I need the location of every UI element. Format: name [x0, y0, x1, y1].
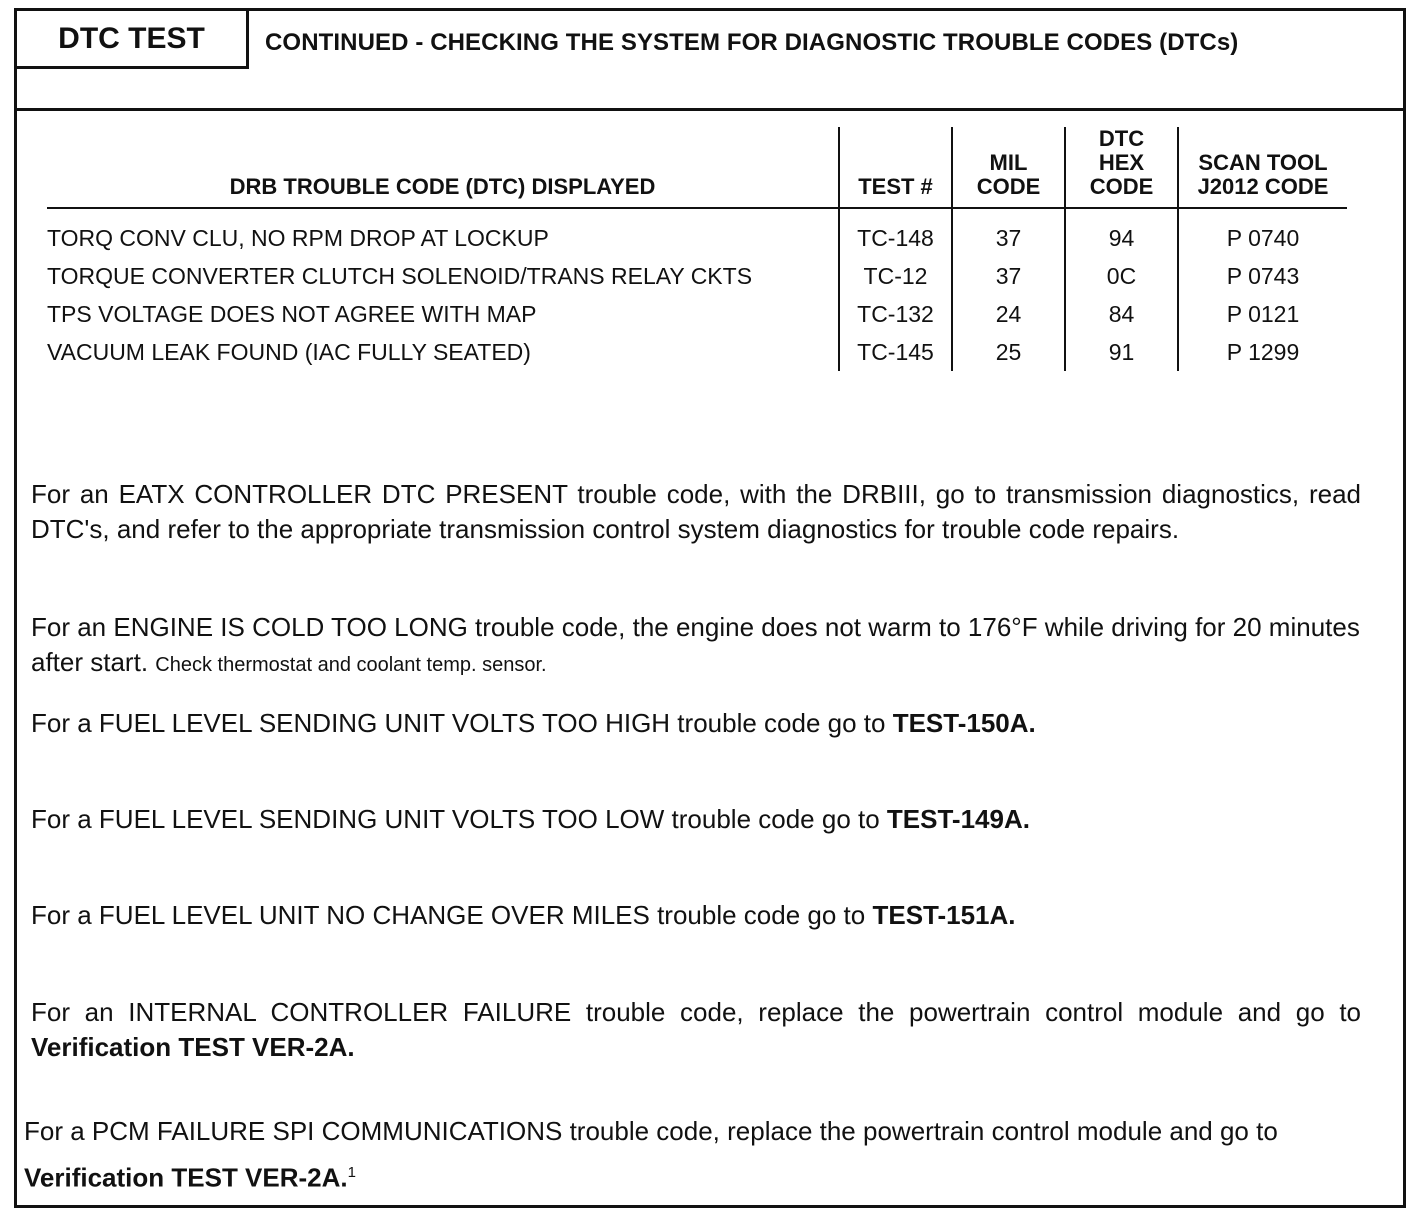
para-fuel-low: For a FUEL LEVEL SENDING UNIT VOLTS TOO LOW trouble code go to TEST-149A.: [31, 804, 1030, 834]
row-desc: TORQ CONV CLU, NO RPM DROP AT LOCKUP: [47, 224, 549, 251]
para-fuel-high: For a FUEL LEVEL SENDING UNIT VOLTS TOO HIGH trouble code go to TEST-150A.: [31, 708, 1036, 738]
dtc-table: [47, 127, 1347, 371]
row-scan: P 0740: [1178, 208, 1347, 257]
row-scan: P 1299: [1178, 333, 1347, 371]
row-mil: 37: [952, 257, 1065, 295]
row-desc: TPS VOLTAGE DOES NOT AGREE WITH MAP: [47, 300, 537, 327]
header-bar: [17, 11, 1403, 111]
dtc-test-label: DTC TEST: [17, 11, 249, 69]
col-header-scan: SCAN TOOL J2012 CODE: [1178, 127, 1347, 208]
table-row: [47, 208, 1347, 257]
row-mil: 24: [952, 295, 1065, 333]
table-row: [47, 257, 1347, 295]
row-hex: 84: [1065, 295, 1178, 333]
ver-2a-ref: Verification TEST VER-2A.: [24, 1162, 348, 1193]
row-test: TC-148: [839, 208, 952, 257]
para-internal-failure: For an INTERNAL CONTROLLER FAILURE trouble code, replace the powertrain control module and go to Verification TEST VER-2A.: [31, 997, 1361, 1062]
test-151a-ref: TEST-151A.: [872, 900, 1016, 930]
row-scan: P 0121: [1178, 295, 1347, 333]
ver-2a-ref: Verification TEST VER-2A.: [31, 1032, 355, 1062]
para-eatx: For an EATX CONTROLLER DTC PRESENT trouble code, with the DRBIII, go to transmission diagnostics, read DTC's, and refer to the appropriate transmission control system diagnostics for trouble code repairs.: [31, 479, 1361, 544]
col-header-hex: DTC HEX CODE: [1065, 127, 1178, 208]
row-scan: P 0743: [1178, 257, 1347, 295]
test-149a-ref: TEST-149A.: [886, 804, 1030, 834]
row-test: TC-132: [839, 295, 952, 333]
table-header-row: [47, 127, 1347, 208]
para-fuel-nochange: For a FUEL LEVEL UNIT NO CHANGE OVER MILES trouble code go to TEST-151A.: [31, 900, 1016, 930]
col-header-test: TEST #: [839, 127, 952, 208]
para-pcm-failure: For a PCM FAILURE SPI COMMUNICATIONS trouble code, replace the powertrain control module and go to Verification TEST VER-2A.$^1$: [24, 1116, 1278, 1193]
row-mil: 37: [952, 208, 1065, 257]
row-hex: 0C: [1065, 257, 1178, 295]
row-hex: 91: [1065, 333, 1178, 371]
row-desc: VACUUM LEAK FOUND (IAC FULLY SEATED): [47, 338, 531, 365]
row-test: TC-145: [839, 333, 952, 371]
footnote-marker: 1: [347, 1164, 356, 1181]
col-header-mil: MIL CODE: [952, 127, 1065, 208]
table-row: [47, 295, 1347, 333]
row-test: TC-12: [839, 257, 952, 295]
header-title: CONTINUED - CHECKING THE SYSTEM FOR DIAGNOSTIC TROUBLE CODES (DTCs): [265, 29, 1239, 56]
para-engine-cold: For an ENGINE IS COLD TOO LONG trouble code, the engine does not warm to 176°F while driving for 20 minutes after start. Check thermostat and coolant temp. sensor.: [31, 612, 1360, 677]
para-engine-cold-note: Check thermostat and coolant temp. sensor.: [155, 654, 547, 676]
row-mil: 25: [952, 333, 1065, 371]
table-row: [47, 333, 1347, 371]
row-desc: TORQUE CONVERTER CLUTCH SOLENOID/TRANS RELAY CKTS: [47, 262, 753, 289]
test-150a-ref: TEST-150A.: [892, 708, 1036, 738]
col-header-desc: DRB TROUBLE CODE (DTC) DISPLAYED: [47, 127, 839, 208]
row-hex: 94: [1065, 208, 1178, 257]
